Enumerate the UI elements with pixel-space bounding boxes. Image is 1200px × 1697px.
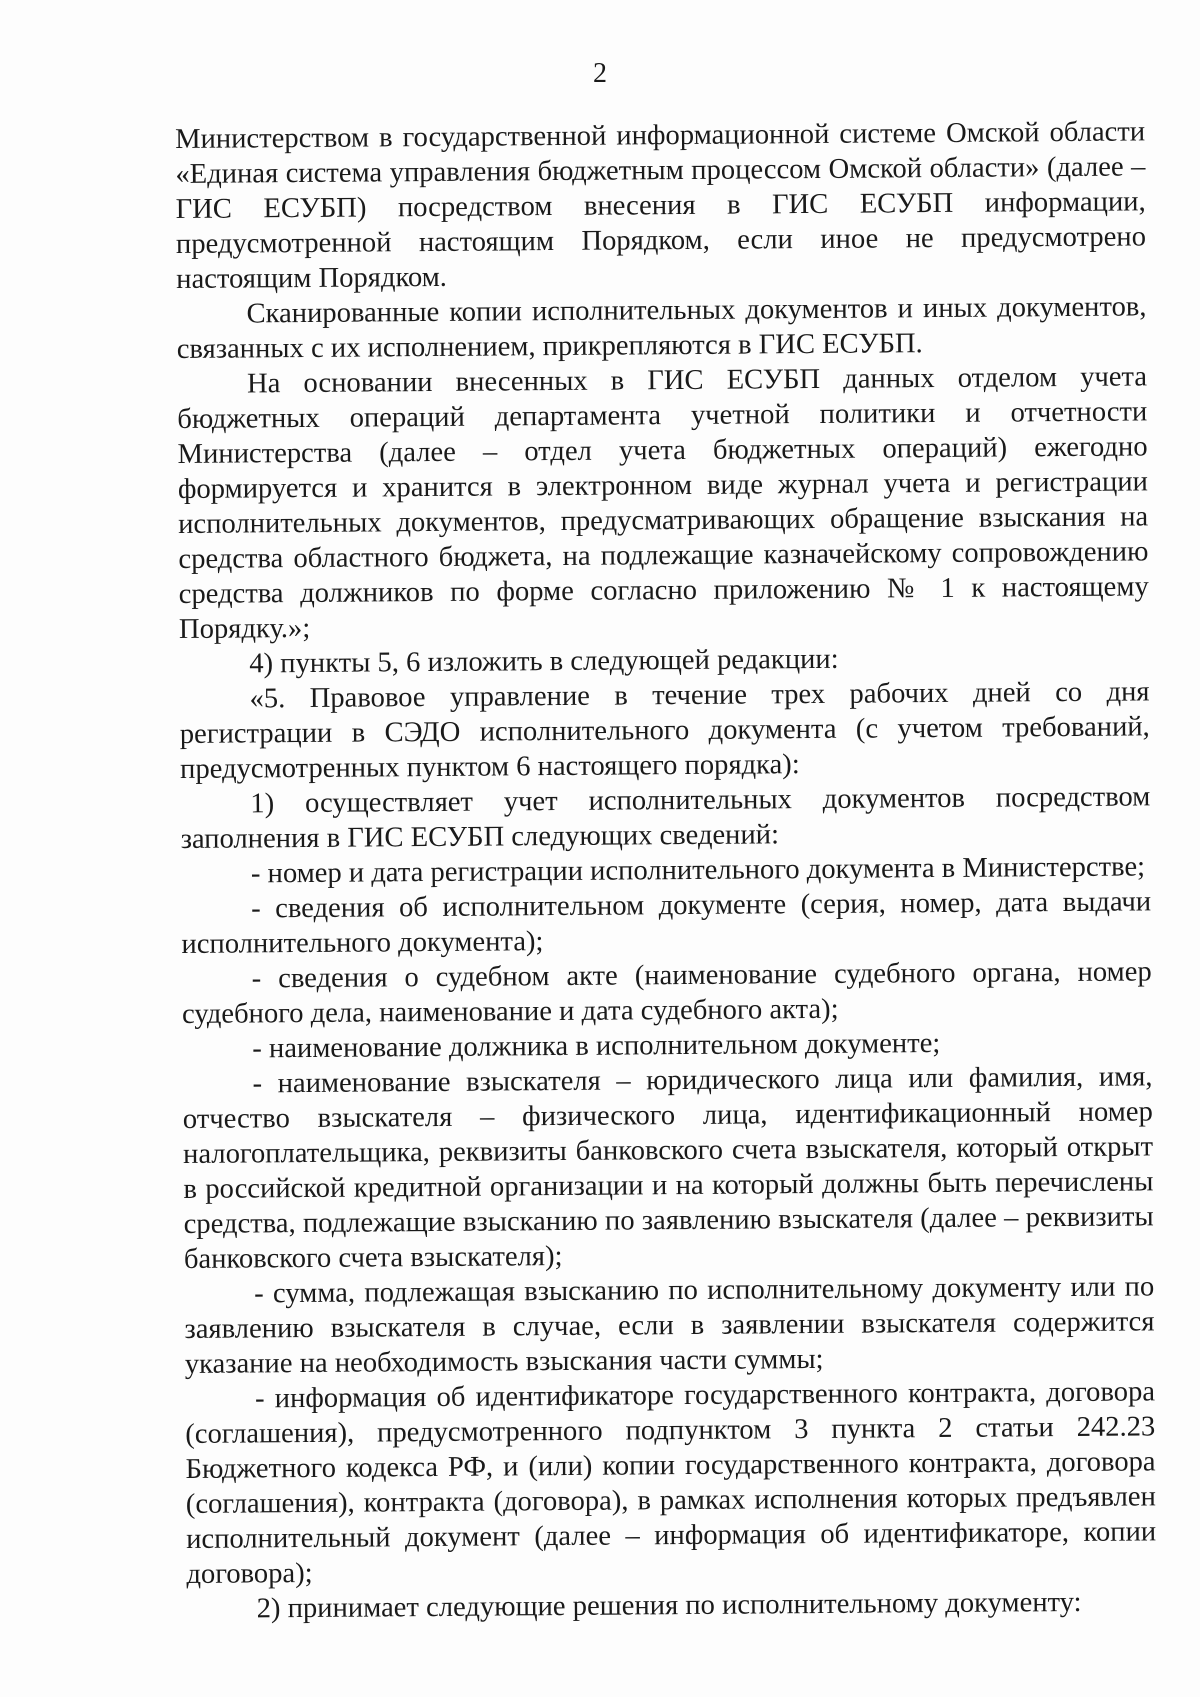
page-number: 2	[593, 58, 607, 89]
paragraph-8: - сведения об исполнительном документе (серия, номер, дата выдачи исполнительного документа);	[181, 886, 1152, 960]
paragraph-13: - информация об идентификаторе государственного контракта, договора (соглашения), предусмотренного подпунктом 3 пункта 2 статьи 242.23 Бюджетного кодекса РФ, и (или) копии государственного контракта, договора (соглашения), контракта (договора), в рамках исполнения которых предъявлен исполнительный документ (далее – информация об идентификаторе, копии договора);	[185, 1376, 1157, 1590]
paragraph-2: Сканированные копии исполнительных документов и иных документов, связанных с их исполнением, прикрепляются в ГИС ЕСУБП.	[176, 291, 1147, 365]
paragraph-9: - сведения о судебном акте (наименование судебного органа, номер судебного дела, наименование и дата судебного акта);	[181, 956, 1152, 1030]
paragraph-6: 1) осуществляет учет исполнительных документов посредством заполнения в ГИС ЕСУБП следующих сведений:	[180, 781, 1151, 855]
paragraph-3: На основании внесенных в ГИС ЕСУБП данных отделом учета бюджетных операций департамента учетной политики и отчетности Министерства (далее – отдел учета бюджетных операций) ежегодно формируется и хранится в электронном виде журнал учета и регистрации исполнительных документов, предусматривающих обращение взыскания на средства областного бюджета, на подлежащие казначейскому сопровождению средства должников по форме согласно приложению № 1 к настоящему Порядку.»;	[177, 361, 1149, 645]
paragraph-11: - наименование взыскателя – юридического лица или фамилия, имя, отчество взыскателя – физического лица, идентификационный номер налогоплательщика, реквизиты банковского счета взыскателя, который открыт в российской кредитной организации и на который должны быть перечислены средства, подлежащие взысканию по заявлению взыскателя (далее – реквизиты банковского счета взыскателя);	[182, 1061, 1154, 1275]
paragraph-1: Министерством в государственной информационной системе Омской области «Единая система управления бюджетным процессом Омской области» (далее – ГИС ЕСУБП) посредством внесения в ГИС ЕСУБП информации, предусмотренной настоящим Порядком, если иное не предусмотрено настоящим Порядком.	[175, 116, 1147, 295]
paragraph-5: «5. Правовое управление в течение трех рабочих дней со дня регистрации в СЭДО исполнительного документа (с учетом требований, предусмотренных пунктом 6 настоящего порядка):	[179, 676, 1150, 785]
paragraph-12: - сумма, подлежащая взысканию по исполнительному документу или по заявлению взыскателя в случае, если в заявлении взыскателя содержится указание на необходимость взыскания части суммы;	[184, 1271, 1155, 1380]
paragraph-14: 2) принимает следующие решения по исполнительному документу:	[256, 1586, 1082, 1625]
paragraph-10: - наименование должника в исполнительном документе;	[252, 1028, 941, 1065]
document-body	[175, 114, 1157, 1627]
paragraph-7: - номер и дата регистрации исполнительного документа в Министерстве;	[250, 851, 1146, 890]
paragraph-4: 4) пункты 5, 6 изложить в следующей редакции:	[249, 643, 839, 680]
